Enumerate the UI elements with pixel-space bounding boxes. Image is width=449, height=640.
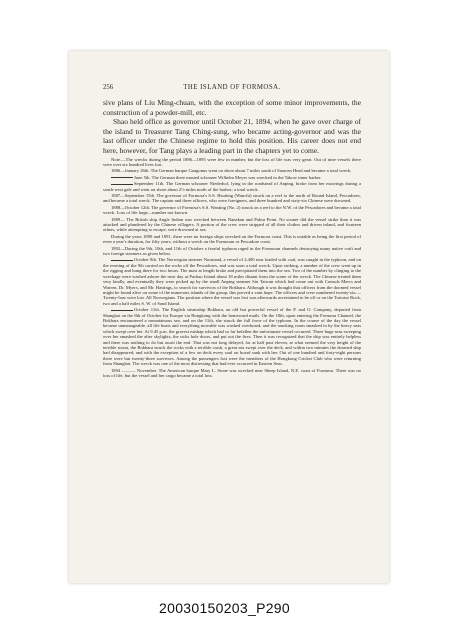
note-paragraph bbox=[103, 234, 361, 245]
note-text: 1894 ——— November. The American barque Mary L. Stone was wrecked near Sheep Island, N.E. coast of Formosa. There was no loss of life, but the vessel and her cargo became a total loss. bbox=[103, 367, 361, 378]
running-title: THE ISLAND OF FORMOSA. bbox=[183, 84, 281, 91]
body-paragraph: Shao held office as governor until October 21, 1894, when he gave over charge of the island to Treasurer Tang Ching-sung, who became acting-governor and was the last officer under the Chinese regime to hold this position. His career does not end here, however, for Tang plays a leading part in the chapters yet to come. bbox=[103, 117, 361, 155]
dash-rule bbox=[111, 260, 133, 261]
note-text: 1887—September 15th. The governor of Formosa's S.S. Hsuiting (Wanchi) struck on a reef to the north of Round Island, Pescadores, and became a total wreck. The captain and three officers, who were foreigners, and three hundred and sixty-six Chinese were drowned. bbox=[103, 193, 361, 204]
page-body bbox=[103, 98, 361, 379]
page-number: 256 bbox=[103, 84, 114, 91]
note-paragraph bbox=[103, 157, 361, 168]
note-paragraph bbox=[103, 193, 361, 204]
note-paragraph bbox=[103, 257, 361, 306]
dash-rule bbox=[111, 184, 133, 185]
note-paragraph bbox=[103, 217, 361, 233]
page-header bbox=[103, 84, 361, 93]
note-paragraph bbox=[103, 175, 361, 180]
dash-rule bbox=[111, 177, 133, 178]
note-paragraph bbox=[103, 205, 361, 216]
note-paragraph bbox=[103, 181, 361, 192]
note-paragraph bbox=[103, 168, 361, 173]
note-text: October 9th. The Norwegian steamer Normand, a vessel of 2,400 tons loaded with coal, was caught in the typhoon, and on the evening of the 9th carried on the rocks off the Pescadores, and was soon a total wreck. Upon striking, a number of the crew went up in the rigging and hung there for two hours. The mast at length broke and precipitated them into the sea. Two of the number by clinging to the wreckage were washed ashore the next day at Pachao Island about 18 miles distant from the scene of the wreck. The Chinese treated them very kindly, and eventually they were picked up by the small Anping steamer Sin Taiwan which had come out with Consuls Mercs and Warren, Dr. Myers, and Mr. Hastings, to search for survivors of the Bokhara. Although it was thought that officers from the doomed vessel might be found alive on some of the numerous islands of the group, this proved a vain hope. The officers and crew numbered twenty-six.—Twenty-four were lost. All Norwegians. The position where the vessel was lost was afterwards ascertained to be off or on the Tortoise Rock, two and a half miles S. W. of Sand Island. bbox=[103, 257, 361, 306]
note-text: June 5th. The German three masted schooner Wilhelm Meyer was wrecked in the Takow inner harbor. bbox=[134, 174, 322, 180]
note-text: October 11th. The English steamship Bokhara, an old but powerful vessel of the P. and O. Company, departed from Shanghai on the 8th of October for Europe via Hongkong with the homeward mails. On the 10th, upon entering the Formosa Channel, the Bokhara encountered a mountainous sea, and on the 11th, she struck the full force of the typhoon. In the course of the day the vessel became unmanageable, all life boats and everything movable was washed overboard, and the smoking room smashed in by the heavy seas which swept over her. At 9.45 p.m. the gravest mishap which had so far befallen the unfortunate vessel occurred. Three huge seas sweeping over her smashed the after skylights, the sicks hole doors, and put out the fires. Then it was recognized that the ship was entirely helpless and there was nothing to do but await the end. That was not long delayed, for at half past eleven, at what seemed the very height of the terrible storm, the Bokhara struck the rocks with a terrible crash, a great sea swept over the deck, and within two minutes the doomed ship had disappeared; and with the exception of a few on deck every soul on board sank with her. Out of one hundred and forty-eight persons there were but twenty-three survivors. Among the passengers lost were the members of the Hongkong Cricket Club who were returning from Shanghai. The wreck was one of the most distressing that had ever occurred in Eastern Seas. bbox=[103, 307, 361, 367]
note-paragraph bbox=[103, 368, 361, 379]
note-text: 1889— The British ship Angle Indian was wrecked between Nanakan and Paksa Point. No sooner did the vessel strike than it was attacked and plundered by the Chinese villagers. A portion of the crew were stripped of all their clothes and driven inland, and fourteen others, while attempting to escape, were drowned at sea. bbox=[103, 216, 361, 233]
wreck-notes bbox=[103, 157, 361, 379]
note-text: During the years 1890 and 1891, there were no foreign ships wrecked on the Formosa coast. This is notable as being the first period of even a year's duration, for fifty years, without a wreck on the Formosan or Pescadore coast. bbox=[103, 233, 361, 245]
note-text: Note.—The wrecks during the period 1886—1895 were few in number, but the loss of life was very great. Out of nine vessels there were over six hundred lives lost. bbox=[103, 156, 361, 167]
catalog-code: 20030150203_P290 bbox=[159, 600, 290, 616]
dash-rule bbox=[111, 310, 133, 311]
note-text: 1892—During the 9th, 10th, and 11th of October a fearful typhoon raged in the Formosan channels destroying many native craft and two foreign steamers as given below. bbox=[103, 245, 361, 257]
note-text: September 11th. The German schooner Niederhof, lying in the roadstead of Anping, broke from her moorings during a south-west gale and went on shore about 2½ miles north of the harbor; a total wreck. bbox=[103, 181, 361, 192]
note-paragraph bbox=[103, 246, 361, 257]
note-text: 1886—January 26th. The German barque Guagonus went on shore about 7 miles south of Saracen Head and became a total wreck. bbox=[111, 168, 352, 174]
note-paragraph bbox=[103, 307, 361, 366]
body-paragraph: sive plans of Liu Ming-chuan, with the exception of some minor improvements, the construction of a powder-mill, etc. bbox=[103, 98, 361, 117]
note-text: 1888—October 12th. The governor of Formosa's S.S. Wanting (No. 2) struck on a reef to the N.W. of the Pescadores and became a total wreck. Loss of life large—number not known. bbox=[103, 204, 361, 216]
